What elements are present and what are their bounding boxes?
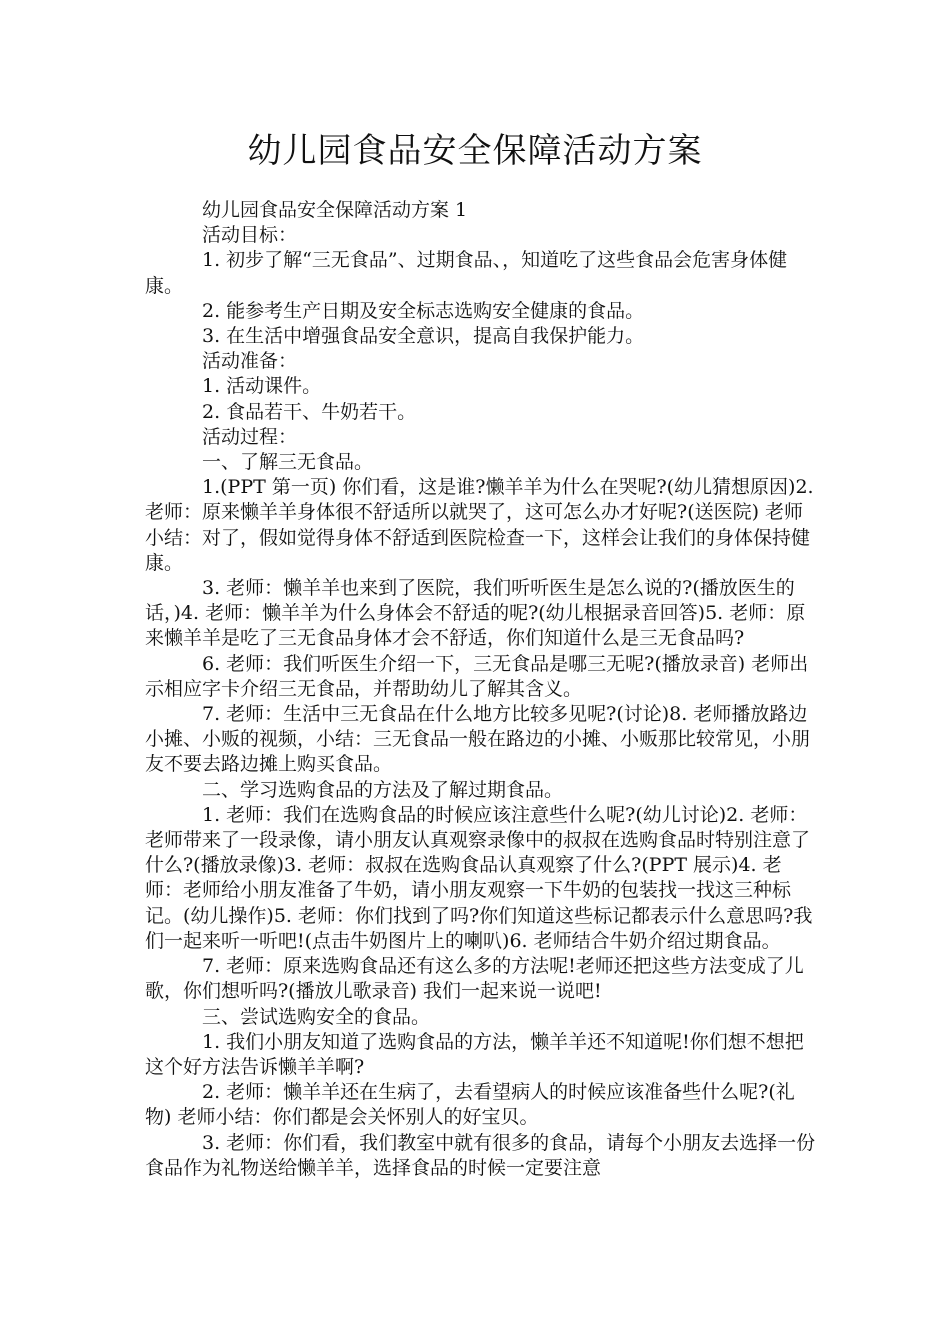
paragraph: 2. 老师：懒羊羊还在生病了，去看望病人的时候应该准备些什么呢?(礼物) 老师小结：你们都是会关怀别人的好宝贝。 [145,1081,795,1129]
paragraph: 幼儿园食品安全保障活动方案 1 [202,199,468,221]
paragraph: 活动准备： [202,350,298,373]
paragraph: 1. 老师：我们在选购食品的时候应该注意些什么呢?(幼儿讨论)2. 老师：老师带来了一段录像，请小朋友认真观察录像中的叔叔在选购食品时特别注意了什么?(播放录像)3. 老师：叔叔在选购食品认真观察了什么?(PPT 展示)4. 老师：老师给小朋友准备了牛奶，请小朋友观察一下牛奶的包装找一找这三种标记。(幼儿操作)5. 老师：你们找到了吗?你们知道这些标记都表示什么意思吗?我们一起来听一听吧!(点击牛奶图片上的喇叭)6. 老师结合牛奶介绍过期食品。 [145,803,813,952]
paragraph: 活动过程： [202,425,298,448]
paragraph: 2. 食品若干、牛奶若干。 [202,400,417,423]
paragraph: 7. 老师：原来选购食品还有这么多的方法呢!老师还把这些方法变成了儿歌，你们想听吗?(播放儿歌录音) 我们一起来说一说吧! [145,955,804,1003]
paragraph: 1. 活动课件。 [202,375,322,398]
document-title: 幼儿园食品安全保障活动方案 [247,131,703,171]
document-body [145,198,817,1181]
paragraph: 3. 老师：你们看，我们教室中就有很多的食品，请每个小朋友去选择一份食品作为礼物送给懒羊羊，选择食品的时候一定要注意 [145,1131,816,1179]
paragraph: 二、学习选购食品的方法及了解过期食品。 [202,778,564,801]
paragraph: 1. 我们小朋友知道了选购食品的方法，懒羊羊还不知道呢!你们想不想把这个好方法告诉懒羊羊啊? [145,1030,804,1078]
paragraph: 1. 初步了解“三无食品”、过期食品、，知道吃了这些食品会危害身体健康。 [145,249,788,297]
paragraph: 3. 老师：懒羊羊也来到了医院，我们听听医生是怎么说的?(播放医生的话，)4. 老师：懒羊羊为什么身体会不舒适的呢?(幼儿根据录音回答)5. 老师：原来懒羊羊是吃了三无食品身体才会不舒适，你们知道什么是三无食品吗? [145,577,806,650]
paragraph: 2. 能参考生产日期及安全标志选购安全健康的食品。 [202,299,645,322]
paragraph: 3. 在生活中增强食品安全意识，提高自我保护能力。 [202,325,645,348]
paragraph: 活动目标： [202,224,298,247]
paragraph: 1.(PPT 第一页) 你们看，这是谁?懒羊羊为什么在哭呢?(幼儿猜想原因)2. 老师：原来懒羊羊身体很不舒适所以就哭了，这可怎么办才好呢?(送医院) 老师小结：对了，假如觉得身体不舒适到医院检查一下，这样会让我们的身体保持健康。 [145,476,814,574]
paragraph: 6. 老师：我们听医生介绍一下，三无食品是哪三无呢?(播放录音) 老师出示相应字卡介绍三无食品，并帮助幼儿了解其含义。 [145,652,809,700]
paragraph: 一、了解三无食品。 [202,451,374,474]
paragraph: 7. 老师：生活中三无食品在什么地方比较多见呢?(讨论)8. 老师播放路边小摊、小贩的视频，小结：三无食品一般在路边的小摊、小贩那比较常见，小朋友不要去路边摊上购买食品。 [145,703,811,776]
paragraph: 三、尝试选购安全的食品。 [202,1005,431,1028]
